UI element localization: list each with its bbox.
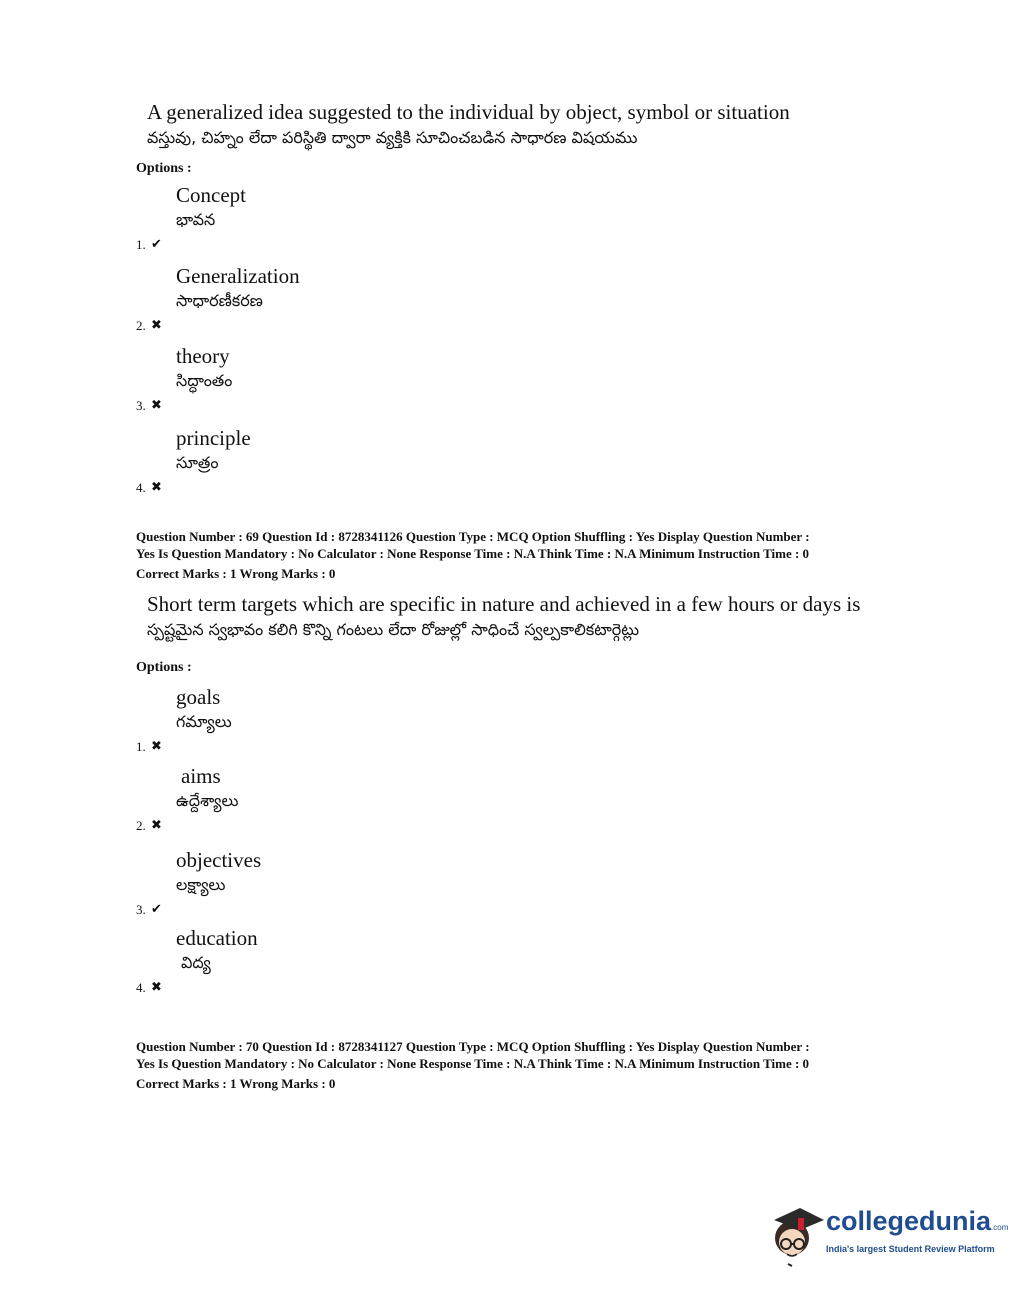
q69-option-2 (136, 764, 536, 834)
wrong-cross-icon: ✖ (151, 479, 162, 494)
meta-line: Question Number : 69 Question Id : 8728341126 Question Type : MCQ Option Shuffling : Yes Display Question Number : (136, 529, 810, 544)
option-text-te: గమ్యాలు (176, 712, 232, 731)
wrong-cross-icon: ✖ (151, 738, 162, 753)
meta-line: Correct Marks : 1 Wrong Marks : 0 (136, 566, 336, 581)
meta-line: Question Number : 70 Question Id : 8728341127 Question Type : MCQ Option Shuffling : Yes Display Question Number : (136, 1039, 810, 1054)
option-text-te: విద్య (181, 953, 211, 972)
option-text-te: ఉద్దేశ్యాలు (176, 791, 239, 810)
meta-line: Yes Is Question Mandatory : No Calculator : None Response Time : N.A Think Time : N.A Minimum Instruction Time : 0 (136, 1056, 810, 1071)
mascot-icon (768, 1200, 826, 1270)
question-69-text-te: స్పష్టమైన స్వభావం కలిగి కొన్ని గంటలు లేదా రోజుల్లో సాధించే స్వల్పకాలికటార్గెట్లు (147, 620, 640, 639)
question-69-text (147, 592, 860, 642)
option-text-en: aims (181, 764, 221, 788)
option-text-en: theory (176, 344, 230, 368)
question-68-text-en: A generalized idea suggested to the individual by object, symbol or situation (147, 100, 790, 124)
correct-check-icon: ✔ (151, 901, 162, 916)
q69-option-3 (136, 848, 536, 918)
q69-option-4 (136, 926, 536, 996)
option-text-en: Generalization (176, 264, 300, 288)
option-text-en: objectives (176, 848, 262, 872)
option-number: 4. (136, 980, 146, 995)
option-text-en: principle (176, 426, 251, 450)
option-number: 3. (136, 398, 146, 413)
brand-dotcom: .com (991, 1223, 1009, 1232)
wrong-cross-icon: ✖ (151, 817, 162, 832)
option-text-en: Concept (176, 183, 246, 207)
meta-line: Yes Is Question Mandatory : No Calculator : None Response Time : N.A Think Time : N.A Minimum Instruction Time : 0 (136, 546, 810, 561)
question-70-meta (136, 1038, 906, 1092)
question-69-meta (136, 528, 906, 582)
option-number: 2. (136, 818, 146, 833)
question-68-text (147, 100, 790, 150)
option-text-en: education (176, 926, 258, 950)
option-text-te: భావన (176, 210, 216, 229)
option-number: 4. (136, 480, 146, 495)
wrong-cross-icon: ✖ (151, 317, 162, 332)
meta-line: Correct Marks : 1 Wrong Marks : 0 (136, 1076, 336, 1091)
options-heading: Options : (136, 660, 192, 675)
q69-option-1 (136, 685, 536, 755)
q68-option-1 (136, 183, 536, 253)
option-text-te: సాధారణీకరణ (176, 291, 263, 310)
question-69-text-en: Short term targets which are specific in nature and achieved in a few hours or days is (147, 592, 861, 616)
correct-check-icon: ✔ (151, 236, 162, 251)
brand-tagline: India's largest Student Review Platform (826, 1244, 995, 1254)
question-68-text-te: వస్తువు, చిహ్నం లేదా పరిస్థితి ద్వారా వ్యక్తికి సూచించబడిన సాధారణ విషయము (147, 128, 638, 147)
brand-name: collegedunia.com (826, 1206, 1009, 1236)
option-number: 3. (136, 902, 146, 917)
option-number: 2. (136, 318, 146, 333)
q68-option-3 (136, 344, 536, 414)
collegedunia-logo[interactable] (768, 1200, 1009, 1270)
option-text-te: సిద్ధాంతం (176, 371, 233, 390)
option-text-en: goals (176, 685, 221, 709)
wrong-cross-icon: ✖ (151, 397, 162, 412)
option-text-te: లక్ష్యాలు (176, 875, 226, 894)
q68-option-2 (136, 264, 536, 334)
options-heading: Options : (136, 161, 192, 176)
option-text-te: సూత్రం (176, 453, 219, 472)
option-number: 1. (136, 237, 146, 252)
option-number: 1. (136, 739, 146, 754)
q68-option-4 (136, 426, 536, 496)
wrong-cross-icon: ✖ (151, 979, 162, 994)
